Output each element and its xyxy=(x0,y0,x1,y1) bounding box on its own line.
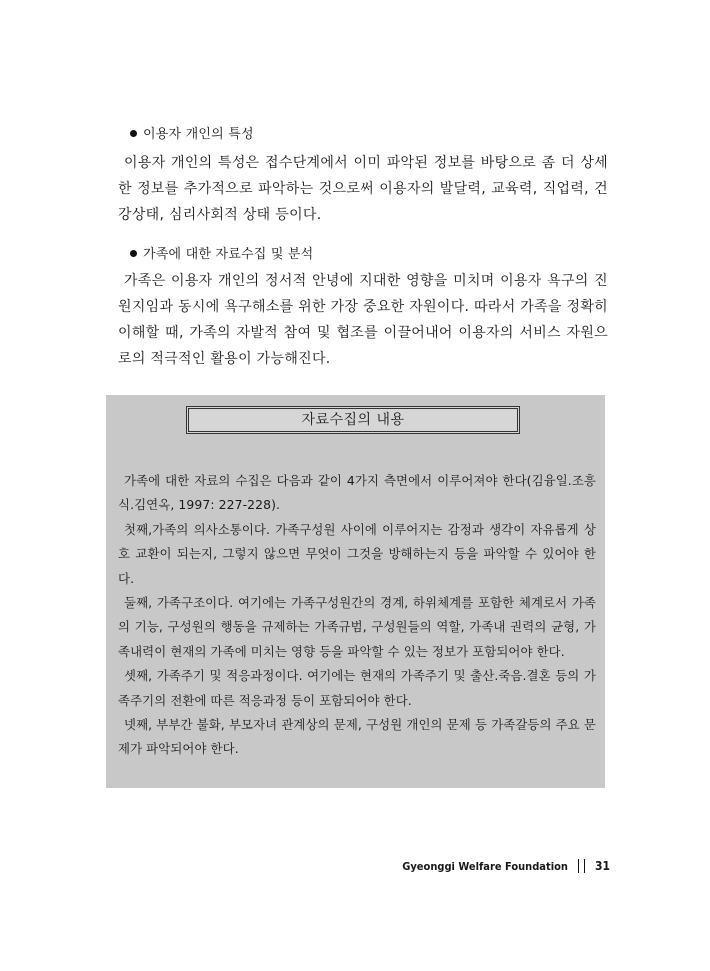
info-box-paragraph: 가족에 대한 자료의 수집은 다음과 같이 4가지 측면에서 이루어져야 한다(김융일.조흥식.김연옥, 1997: 227-228). xyxy=(118,473,596,513)
info-box-paragraph: 첫째,가족의 의사소통이다. 가족구성원 사이에 이루어지는 감정과 생각이 자유롭게 상호 교환이 되는지, 그렇지 않으면 무엇이 그것을 방해하는지 등을 파악할 수 있어야 한다. xyxy=(118,521,596,586)
info-box xyxy=(106,395,605,788)
section-body xyxy=(118,150,608,228)
page-number: 31 xyxy=(594,859,610,873)
section-paragraph: 이용자 개인의 특성은 접수단계에서 이미 파악된 정보를 바탕으로 좀 더 상세한 정보를 추가적으로 파악하는 것으로써 이용자의 발달력, 교육력, 직업력, 건강상태, 심리사회적 상태 등이다. xyxy=(118,155,608,223)
section-individual xyxy=(118,126,608,228)
info-box-body xyxy=(118,469,596,762)
section-heading xyxy=(118,126,608,144)
section-paragraph: 가족은 이용자 개인의 정서적 안녕에 지대한 영향을 미치며 이용자 욕구의 진원지임과 동시에 욕구해소를 위한 가장 중요한 자원이다. 따라서 가족을 정확히 이해할 때, 가족의 자발적 참여 및 협조를 이끌어내어 이용자의 서비스 자원으로의 적극적인 활용이 가능해진다. xyxy=(118,273,608,367)
section-heading xyxy=(118,246,608,264)
bullet-icon xyxy=(130,250,137,257)
footer-organization: Gyeonggi Welfare Foundation xyxy=(402,859,568,873)
footer-separator xyxy=(578,859,585,873)
info-box-paragraph: 셋째, 가족주기 및 적응과정이다. 여기에는 현재의 가족주기 및 출산.죽음.결혼 등의 가족주기의 전환에 따른 적응과정 등이 포함되어야 한다. xyxy=(118,668,596,708)
info-box-paragraph: 넷째, 부부간 불화, 부모자녀 관계상의 문제, 구성원 개인의 문제 등 가족갈등의 주요 문제가 파악되어야 한다. xyxy=(118,717,596,757)
info-box-title: 자료수집의 내용 xyxy=(186,406,520,434)
info-box-paragraph: 둘째, 가족구조이다. 여기에는 가족구성원간의 경계, 하위체계를 포함한 체계로서 가족의 기능, 구성원의 행동을 규제하는 가족규범, 구성원들의 역할, 가족내 권력의 균형, 가족내력이 현재의 가족에 미치는 영향 등을 파악할 수 있는 정보가 포함되어야 한다. xyxy=(118,595,596,659)
section-body xyxy=(118,268,608,372)
section-family xyxy=(118,246,608,372)
section-heading-text: 가족에 대한 자료수집 및 분석 xyxy=(143,247,314,262)
bullet-icon xyxy=(130,130,137,137)
page-footer xyxy=(380,857,610,875)
section-heading-text: 이용자 개인의 특성 xyxy=(143,127,254,142)
